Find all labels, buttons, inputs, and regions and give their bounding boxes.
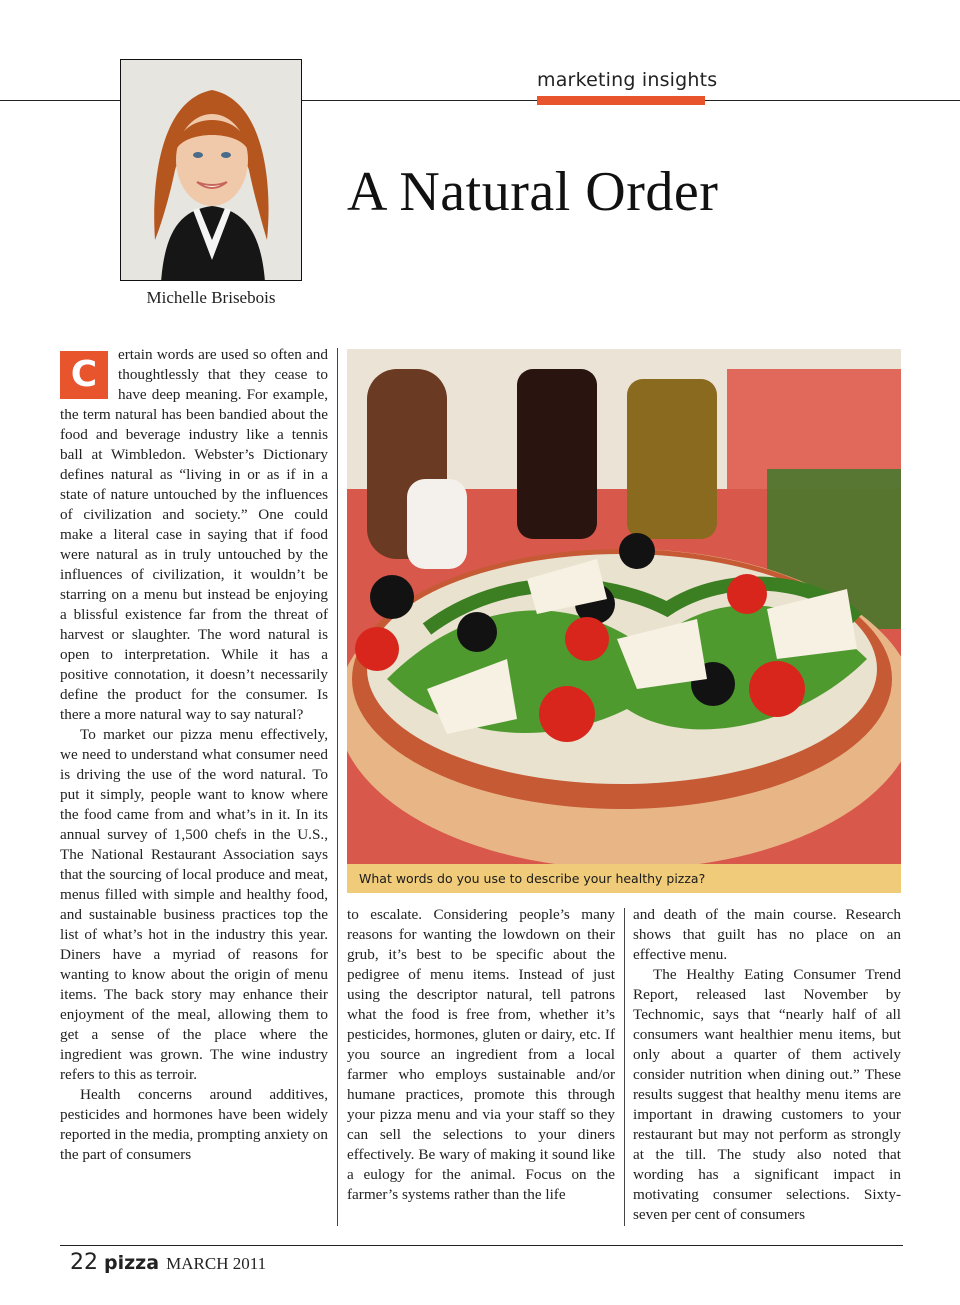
pizza-illustration [347, 349, 901, 864]
page-number: 22 [70, 1250, 98, 1275]
article-column-2 [347, 905, 615, 1205]
col1-paragraph-3: Health concerns around additives, pesticides and hormones have been widely reported in the media, prompting anxiety on the part of consumers [60, 1086, 328, 1163]
magazine-name: pizza [104, 1252, 160, 1274]
col2-paragraph-1: to escalate. Considering people’s many reasons for wanting the lowdown on their grub, it’s best to be specific about the pedigree of menu items. Instead of just using the descriptor natural, tell patrons what the food is free from, whether it’s pesticides, hormones, gluten or dairy, etc. If you source an ingredient from a local farmer who employs sustainable and/or humane practices, promote this through your pizza menu and via your staff so they can sell the selections to your diners effectively. Be wary of making it sound like a eulogy for the animal. Focus on the farmer’s systems rather than the life [347, 906, 615, 1203]
pizza-photo [347, 349, 901, 864]
article-column-3 [633, 905, 901, 1225]
article-column-1 [60, 345, 328, 1230]
col1-paragraph-2: To market our pizza menu effectively, we need to understand what consumer need is driving the use of the word natural. To put it simply, people want to know where the food came from and what’s in it. In its annual survey of 1,500 chefs in the U.S., The National Restaurant Association says that the sourcing of local produce and meat, menus filled with simple and healthy food, and sustainable business practices top the list of what’s hot in the industry this year. Diners have a myriad of reasons for wanting to know about the origin of menu items. The back story may enhance their enjoyment of the meal, allowing them to get a sense of the place where the ingredient was grown. The wine industry refers to this as terroir. [60, 726, 328, 1083]
footer-rule [60, 1245, 903, 1246]
column-divider-2 [624, 908, 625, 1226]
page-footer [70, 1250, 266, 1275]
column-divider-1 [337, 348, 338, 1226]
article-title: A Natural Order [347, 161, 719, 223]
issue-date: MARCH 2011 [166, 1254, 267, 1273]
author-photo [120, 59, 302, 281]
section-accent-bar [537, 96, 705, 105]
col3-paragraph-1: and death of the main course. Research shows that guilt has no place on an effective menu. [633, 906, 901, 963]
drop-cap: C [60, 351, 108, 399]
section-label: marketing insights [537, 69, 718, 91]
col1-paragraph-1: ertain words are used so often and thoughtlessly that they cease to have deep meaning. For example, the term natural has been bandied about the food and beverage industry like a tennis ball at Wimbledon. Webster’s Dictionary defines natural as “living in or as if in a state of nature untouched by the influences of civilization and society.” One could make a literal case in saying that if food were natural as in truly untouched by the influences of civilization, it wouldn’t be starring on a menu but instead be enjoying a blissful existence far from the threat of harvest or slaughter. The word natural is open to interpretation. While it has a positive connotation, it doesn’t necessarily define the product for the consumer. Is there a more natural way to say natural? [60, 346, 328, 723]
photo-caption: What words do you use to describe your healthy pizza? [347, 864, 901, 893]
author-portrait [121, 60, 302, 281]
col3-paragraph-2: The Healthy Eating Consumer Trend Report, released last November by Technomic, says that “nearly half of all consumers want healthier menu items, but only about a quarter of them actively consider nutrition when dining out.” These results suggest that healthy menu items are important in drawing customers to your restaurant but may not perform as strongly at the till. The study also noted that wording has a significant impact in motivating consumer selections. Sixty-seven per cent of consumers [633, 966, 901, 1223]
author-name: Michelle Brisebois [146, 288, 276, 307]
